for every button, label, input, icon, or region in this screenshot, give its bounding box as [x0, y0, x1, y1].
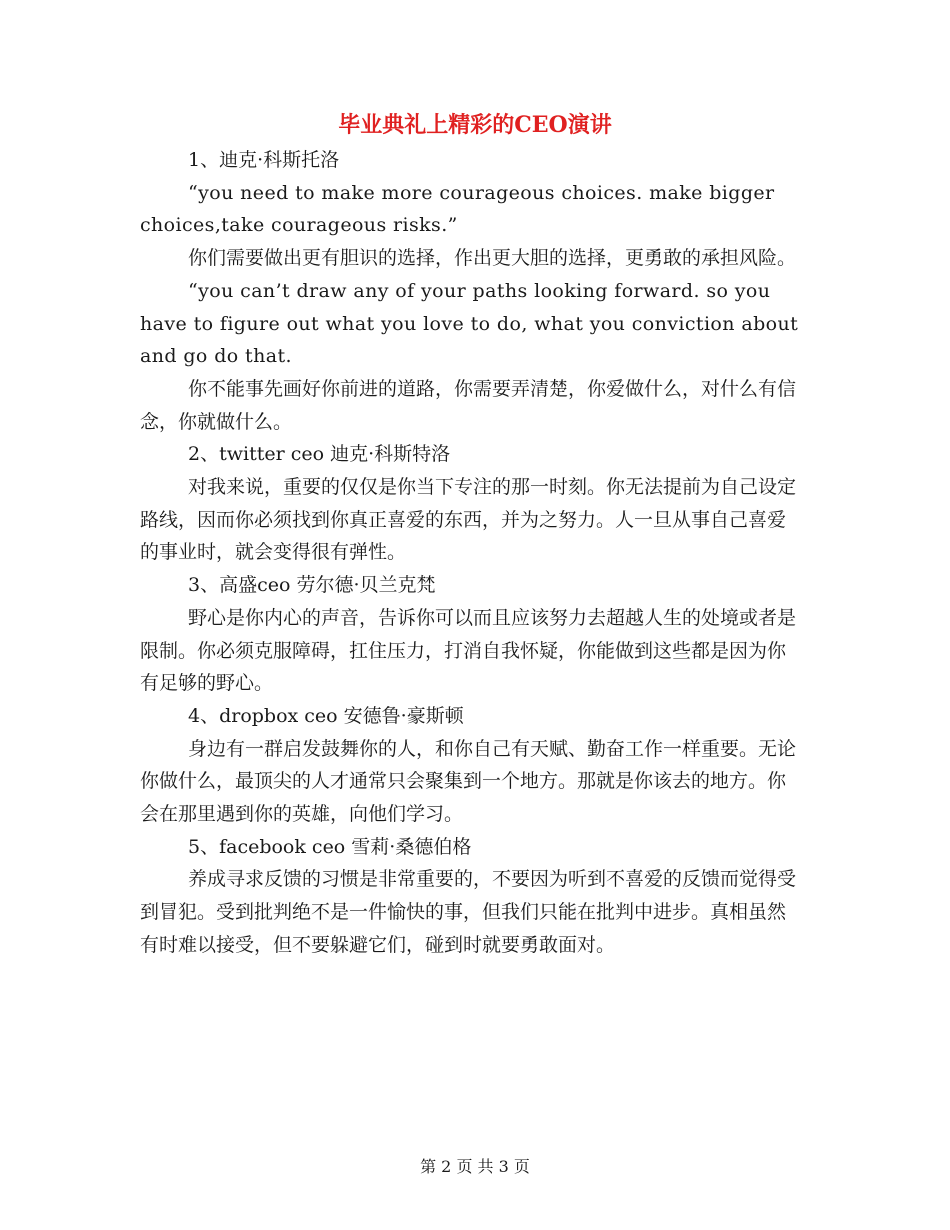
section-heading-1: 1、迪克·科斯托洛: [188, 149, 340, 171]
section-body-5: 养成寻求反馈的习惯是非常重要的，不要因为听到不喜爱的反馈而觉得受到冒犯。受到批判绝不是一件愉快的事，但我们只能在批判中进步。真相虽然有时难以接受，但不要躲避它们，碰到时就要勇敢面对。: [140, 868, 797, 956]
section-heading-5: 5、facebook ceo 雪莉·桑德伯格: [188, 835, 472, 858]
section-body-4: 身边有一群启发鼓舞你的人，和你自己有天赋、勤奋工作一样重要。无论你做什么，最顶尖的人才通常只会聚集到一个地方。那就是你该去的地方。你会在那里遇到你的英雄，向他们学习。: [140, 737, 797, 826]
quote-translation-1: 你们需要做出更有胆识的选择，作出更大胆的选择，更勇敢的承担风险。: [188, 247, 797, 270]
quote-translation-2: 你不能事先画好你前进的道路，你需要弄清楚，你爱做什么，对什么有信念，你就做什么。: [140, 377, 797, 433]
document-title: 毕业典礼上精彩的CEO演讲: [338, 112, 612, 138]
section-body-3: 野心是你内心的声音，告诉你可以而且应该努力去超越人生的处境或者是限制。你必须克服障碍，扛住压力，打消自我怀疑，你能做到这些都是因为你有足够的野心。: [140, 606, 797, 695]
section-heading-2: 2、twitter ceo 迪克·科斯特洛: [188, 443, 451, 466]
document-body: [140, 144, 800, 962]
quote-english-1: “you need to make more courageous choices. make bigger choices,take courageous risks.”: [140, 181, 775, 237]
section-heading-4: 4、dropbox ceo 安德鲁·豪斯顿: [188, 704, 464, 727]
quote-english-2: “you can’t draw any of your paths looking forward. so you have to figure out what you love to do, what you conviction about and go do that.: [140, 279, 799, 368]
section-body-2: 对我来说，重要的仅仅是你当下专注的那一时刻。你无法提前为自己设定路线，因而你必须找到你真正喜爱的东西，并为之努力。人一旦从事自己喜爱的事业时，就会变得很有弹性。: [140, 476, 797, 564]
section-heading-3: 3、高盛ceo 劳尔德·贝兰克梵: [188, 574, 436, 597]
page-number-footer: 第 2 页 共 3 页: [420, 1157, 530, 1176]
